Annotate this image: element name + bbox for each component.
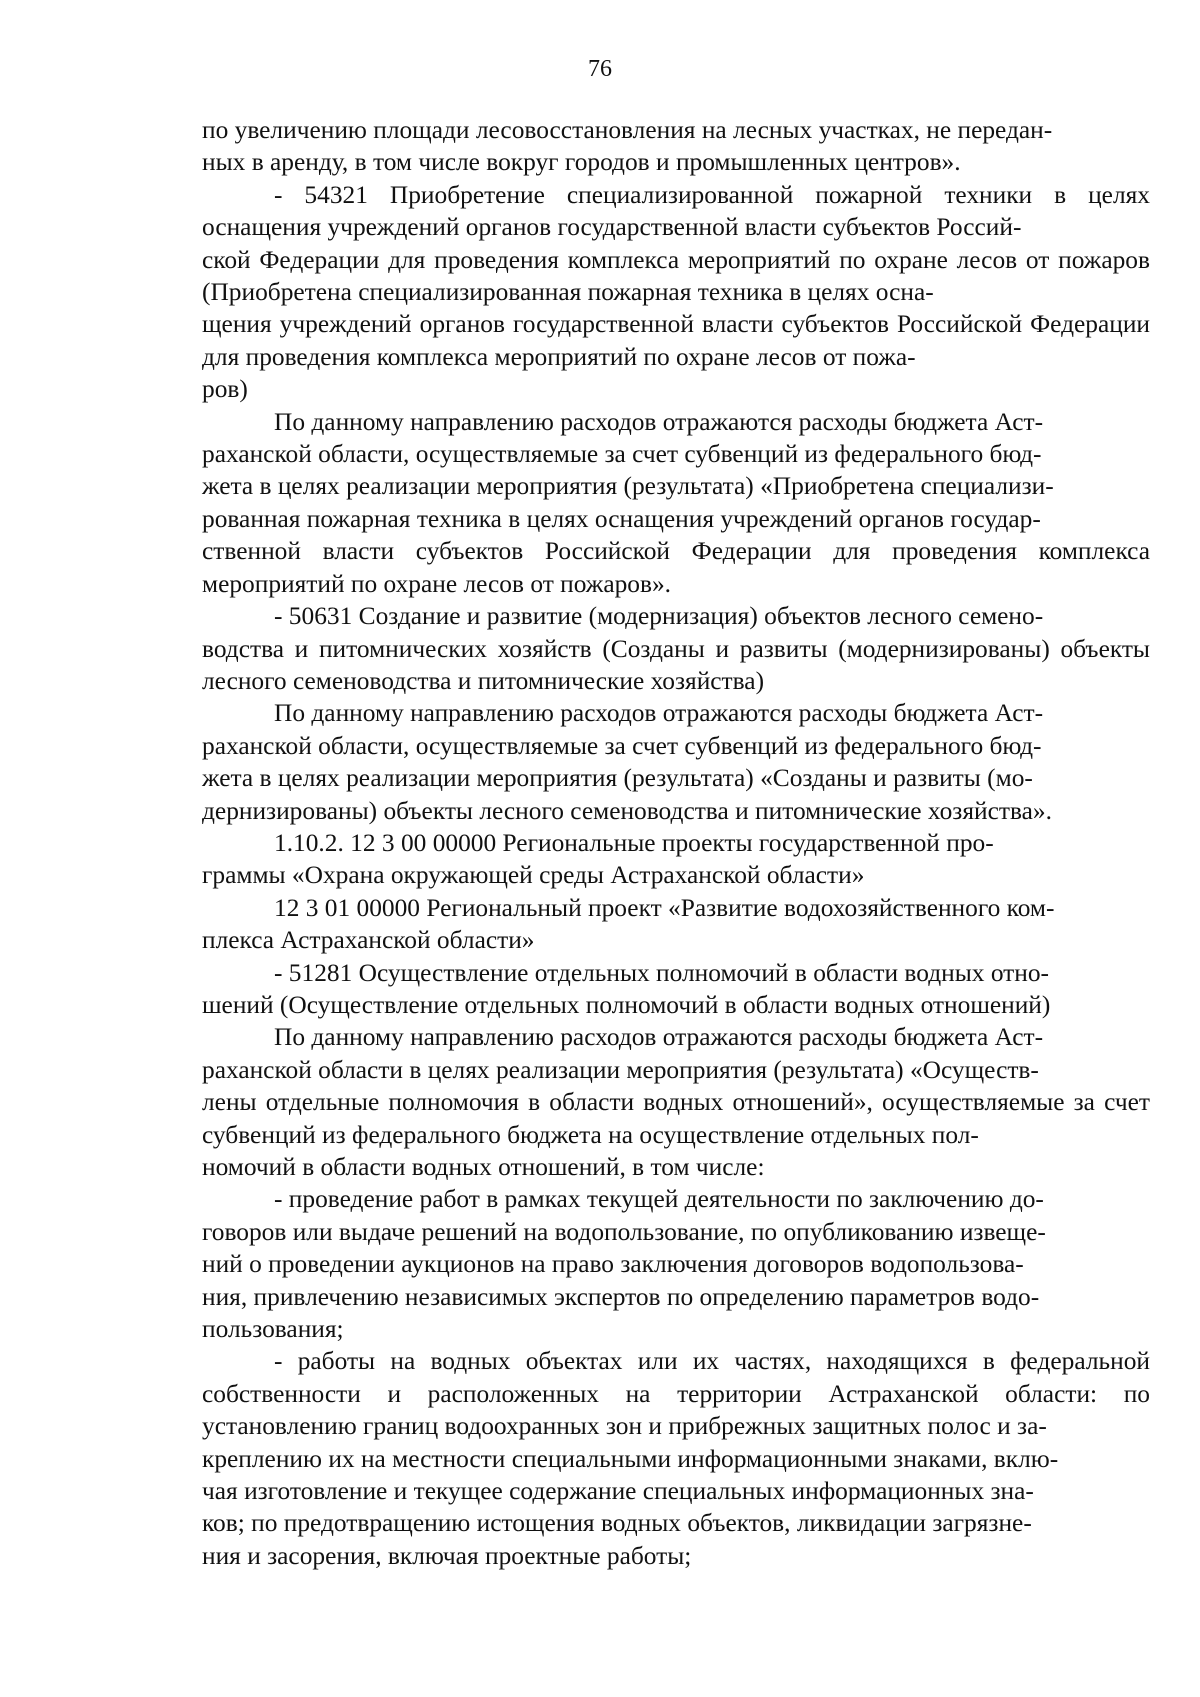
paragraph: - 54321 Приобретение специализированной пожарной техники в целях оснащения учреждений органов государственной власти субъектов Россий- ской Федерации для проведения комплекса мероприятий по охране лесов от пожаров (Приобретена специализированная пожарная техника в целях осна- щения учреждений органов государственной власти субъектов Российской Федерации для проведения комплекса мероприятий по охране лесов от пожа- ров)	[202, 180, 1150, 404]
paragraph: По данному направлению расходов отражаются расходы бюджета Аст- раханской области, осуществляемые за счет субвенций из федерального бюд- жета в целях реализации мероприятия (результата) «Созданы и развиты (мо- дернизированы) объекты лесного семеноводства и питомнические хозяйства».	[202, 699, 1052, 825]
document-body	[202, 114, 1150, 1572]
paragraph: - работы на водных объектах или их частях, находящихся в федеральной собственности и расположенных на территории Астраханской области: по установлению границ водоохранных зон и прибрежных защитных полос и за- креплению их на местности специальными информационными знаками, вклю- чая изготовление и текущее содержание специальных информационных зна- ков; по предотвращению истощения водных объектов, ликвидации загрязне- ния и засорения, включая проектные работы;	[202, 1347, 1150, 1570]
paragraph: - проведение работ в рамках текущей деятельности по заключению до- говоров или выдаче решений на водопользование, по опубликованию извеще- ний о проведении аукционов на право заключения договоров водопользова- ния, привлечению независимых экспертов по определению параметров водо- пользования;	[202, 1185, 1046, 1344]
paragraph: по увеличению площади лесовосстановления на лесных участках, не передан- ных в аренду, в том числе вокруг городов и промышленных центров».	[202, 116, 1053, 177]
paragraph: По данному направлению расходов отражаются расходы бюджета Аст- раханской области в целях реализации мероприятия (результата) «Осуществ- лены отдельные полномочия в области водных отношений», осуществляемые за счет субвенций из федерального бюджета на осуществление отдельных пол- номочий в области водных отношений, в том числе:	[202, 1023, 1150, 1181]
paragraph: По данному направлению расходов отражаются расходы бюджета Аст- раханской области, осуществляемые за счет субвенций из федерального бюд- жета в целях реализации мероприятия (результата) «Приобретена специализи- рованная пожарная техника в целях оснащения учреждений органов государ- ственной власти субъектов Российской Федерации для проведения комплекса мероприятий по охране лесов от пожаров».	[202, 407, 1150, 598]
page-number: 76	[588, 56, 612, 82]
paragraph: 12 3 01 00000 Региональный проект «Развитие водохозяйственного ком- плекса Астраханской области»	[202, 893, 1055, 955]
paragraph: - 50631 Создание и развитие (модернизация) объектов лесного семено- водства и питомнических хозяйств (Созданы и развиты (модернизированы) объекты лесного семеноводства и питомнические хозяйства)	[202, 602, 1150, 695]
paragraph: 1.10.2. 12 3 00 00000 Региональные проекты государственной про- граммы «Охрана окружающей среды Астраханской области»	[202, 828, 994, 890]
paragraph: - 51281 Осуществление отдельных полномочий в области водных отно- шений (Осуществление отдельных полномочий в области водных отношений)	[202, 958, 1051, 1019]
